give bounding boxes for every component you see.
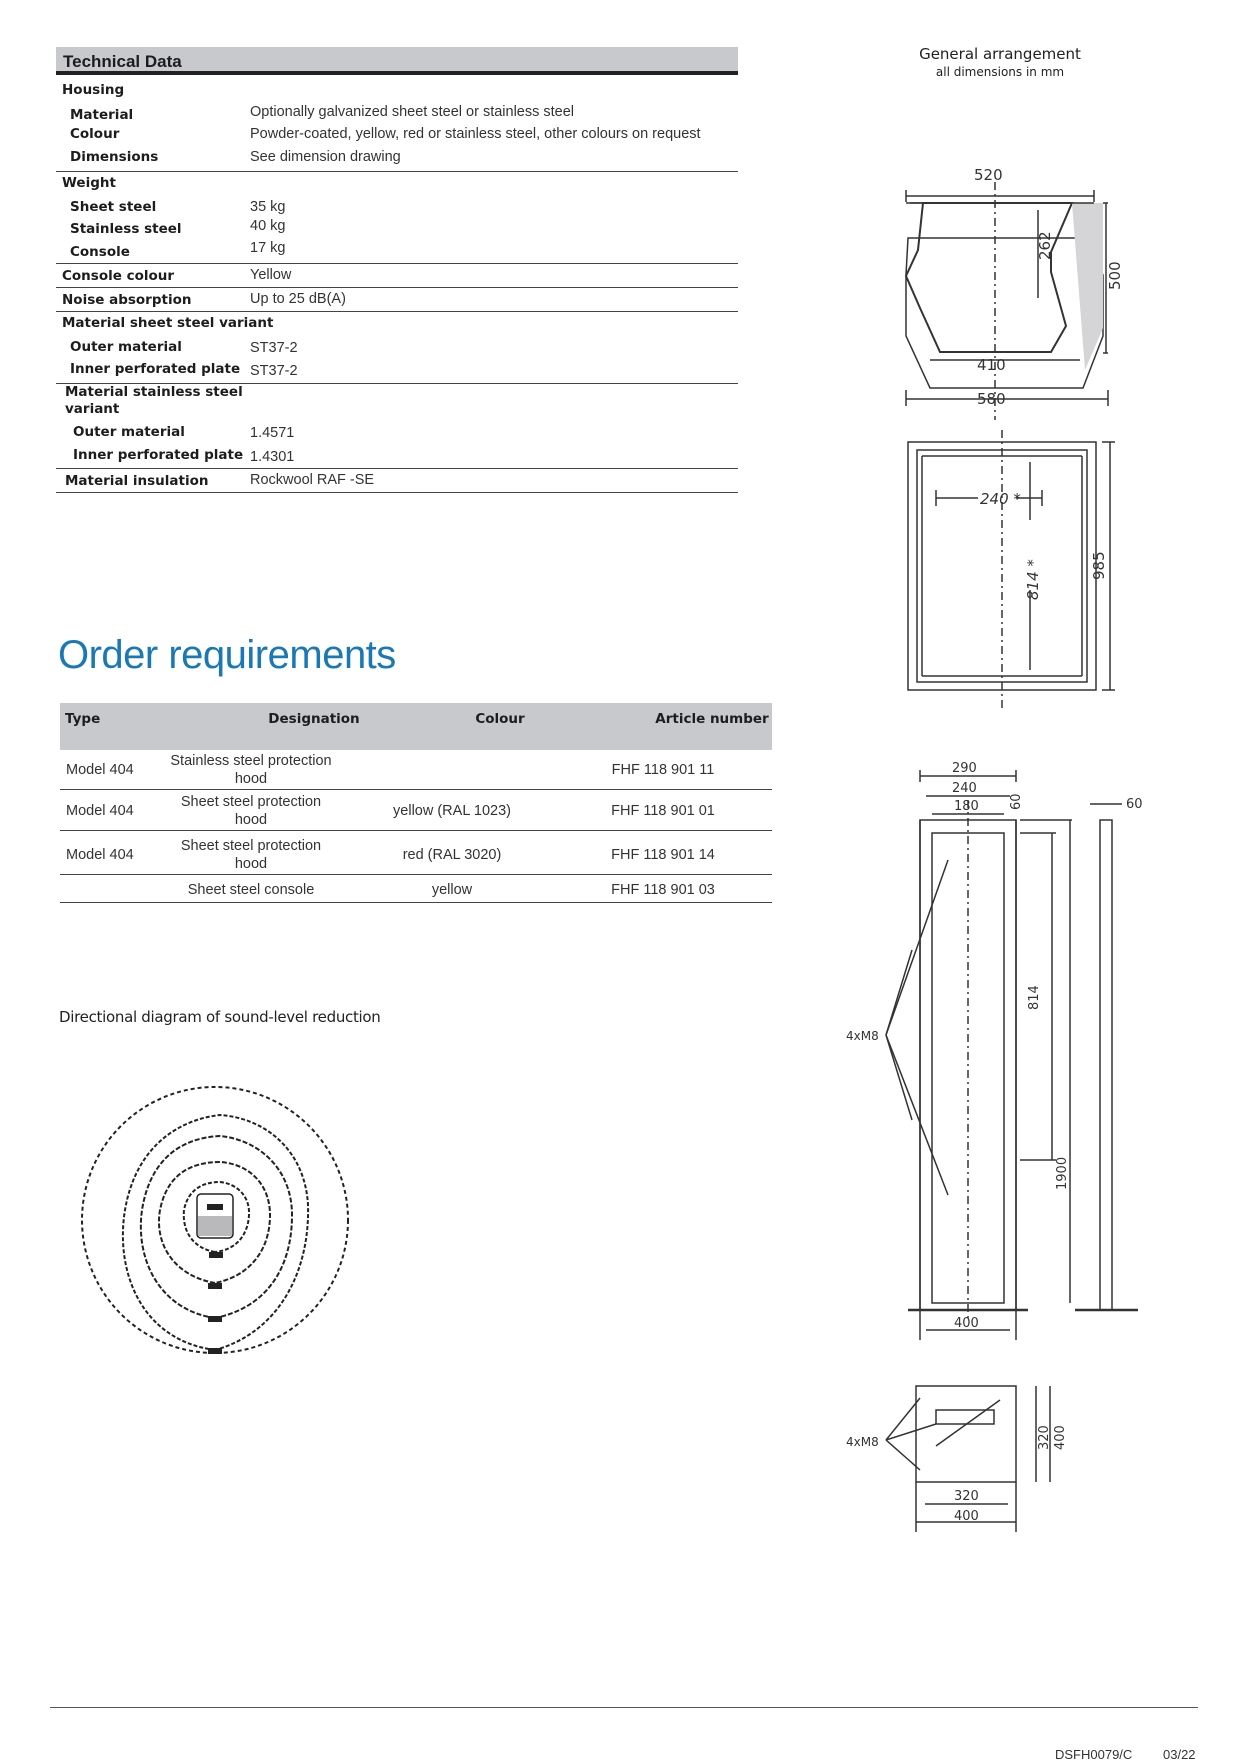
console-colour-label: Console colour [62,268,175,284]
col-article-header: Article number [655,711,769,727]
stainless-variant-heading-2: variant [65,401,120,417]
dim-180: 180 [954,799,979,814]
dim-580: 580 [977,390,1006,408]
weight-stainless-value: 40 kg [250,218,286,234]
weight-sheet-label: Sheet steel [70,199,157,215]
divider [60,902,772,903]
dim-262: 262 [1036,231,1054,260]
level-mark-4 [208,1348,222,1354]
sheet-outer-label: Outer material [70,339,182,355]
row3-type: Model 404 [66,847,134,863]
phone-mark [207,1204,223,1210]
console-colour-value: Yellow [250,267,292,283]
base-plate-view [916,1386,1016,1482]
dim-814: 814 [1027,985,1042,1010]
bolts-label-base: 4xM8 [846,1435,879,1449]
technical-data-header [56,47,738,75]
noise-value: Up to 25 dB(A) [250,291,346,307]
bolts-label-console: 4xM8 [846,1029,879,1043]
divider [56,311,738,312]
divider [56,287,738,288]
dim-60-front: 60 [1009,793,1024,810]
housing-dimensions-label: Dimensions [70,149,159,165]
dimension-drawing [840,160,1160,1660]
stainless-outer-label: Outer material [73,424,185,440]
row1-designation-1: Stainless steel protection [170,753,332,769]
document-code: DSFH0079/C [1055,1747,1133,1762]
stainless-inner-value: 1.4301 [250,449,295,465]
general-arrangement-title: General arrangement [919,45,1081,63]
col-type-header: Type [65,711,101,727]
technical-data-title: Technical Data [63,52,182,71]
footer-divider [50,1707,1198,1708]
row4-designation: Sheet steel console [187,882,315,898]
housing-heading: Housing [62,82,125,98]
level-mark-1 [209,1252,223,1258]
order-requirements-title: Order requirements [58,633,396,677]
dim-985: 985 [1090,551,1108,580]
housing-material-value: Optionally galvanized sheet steel or stainless steel [250,104,575,120]
divider [60,789,772,790]
divider [60,830,772,831]
stainless-outer-value: 1.4571 [250,425,295,441]
dim-320-vertical: 320 [1037,1425,1052,1450]
row2-type: Model 404 [66,803,134,819]
level-mark-3 [208,1316,222,1322]
dim-410: 410 [977,356,1006,374]
dim-400-vertical: 400 [1053,1425,1068,1450]
weight-console-label: Console [70,244,130,260]
console-side-view [1100,820,1112,1310]
stainless-variant-heading-1: Material stainless steel [65,384,243,400]
row1-type: Model 404 [66,762,134,778]
general-arrangement-subtitle: all dimensions in mm [935,65,1065,79]
hood-opening [198,1216,232,1236]
col-colour-header: Colour [475,711,525,727]
order-table-header [60,703,772,750]
row2-colour: yellow (RAL 1023) [393,803,511,819]
dim-290: 290 [952,761,977,776]
row4-colour: yellow [431,882,473,898]
housing-colour-label: Colour [70,126,120,142]
row2-article: FHF 118 901 01 [611,803,715,819]
dim-1900: 1900 [1055,1156,1070,1190]
dim-60-side: 60 [1126,797,1143,812]
insulation-label: Material insulation [65,473,209,489]
row1-article: FHF 118 901 11 [611,762,715,778]
row4-article: FHF 118 901 03 [611,882,715,898]
housing-material-label: Material [70,107,134,123]
divider [56,492,738,493]
base-plate-slot [936,1410,994,1424]
row3-colour: red (RAL 3020) [402,847,502,863]
weight-heading: Weight [62,175,116,191]
divider [56,468,738,469]
dim-400-horizontal: 400 [954,1509,979,1524]
dim-814-star: 814 * [1024,559,1042,600]
directional-diagram-title: Directional diagram of sound-level reduction [59,1008,381,1026]
row2-designation-2: hood [234,812,268,828]
page-number: 03/22 [1163,1747,1196,1762]
housing-colour-value: Powder-coated, yellow, red or stainless steel, other colours on request [250,126,701,142]
sheet-outer-value: ST37-2 [250,340,298,356]
weight-console-value: 17 kg [250,240,286,256]
divider [56,263,738,264]
dim-240-star: 240 * [980,490,1021,508]
dim-240: 240 [952,781,977,796]
dim-400-console: 400 [954,1316,979,1331]
row2-designation-1: Sheet steel protection [180,794,322,810]
col-designation-header: Designation [268,711,360,727]
insulation-value: Rockwool RAF -SE [250,472,375,488]
housing-dimensions-value: See dimension drawing [250,149,401,165]
dim-520: 520 [974,166,1003,184]
sheet-variant-heading: Material sheet steel variant [62,315,274,331]
level-mark-2 [208,1283,222,1289]
directional-diagram [70,1070,370,1370]
sheet-inner-value: ST37-2 [250,363,298,379]
hood-shading [1072,203,1103,370]
dim-320-horizontal: 320 [954,1489,979,1504]
noise-label: Noise absorption [62,292,192,308]
stainless-inner-label: Inner perforated plate [73,447,244,463]
row3-designation-2: hood [234,856,268,872]
row3-designation-1: Sheet steel protection [180,838,322,854]
divider [56,171,738,172]
row1-designation-2: hood [234,771,268,787]
row3-article: FHF 118 901 14 [611,847,715,863]
hood-side-view [906,203,1072,352]
sheet-inner-label: Inner perforated plate [70,361,241,377]
weight-sheet-value: 35 kg [250,199,286,215]
weight-stainless-label: Stainless steel [70,221,182,237]
dim-500: 500 [1106,261,1124,290]
divider [60,874,772,875]
